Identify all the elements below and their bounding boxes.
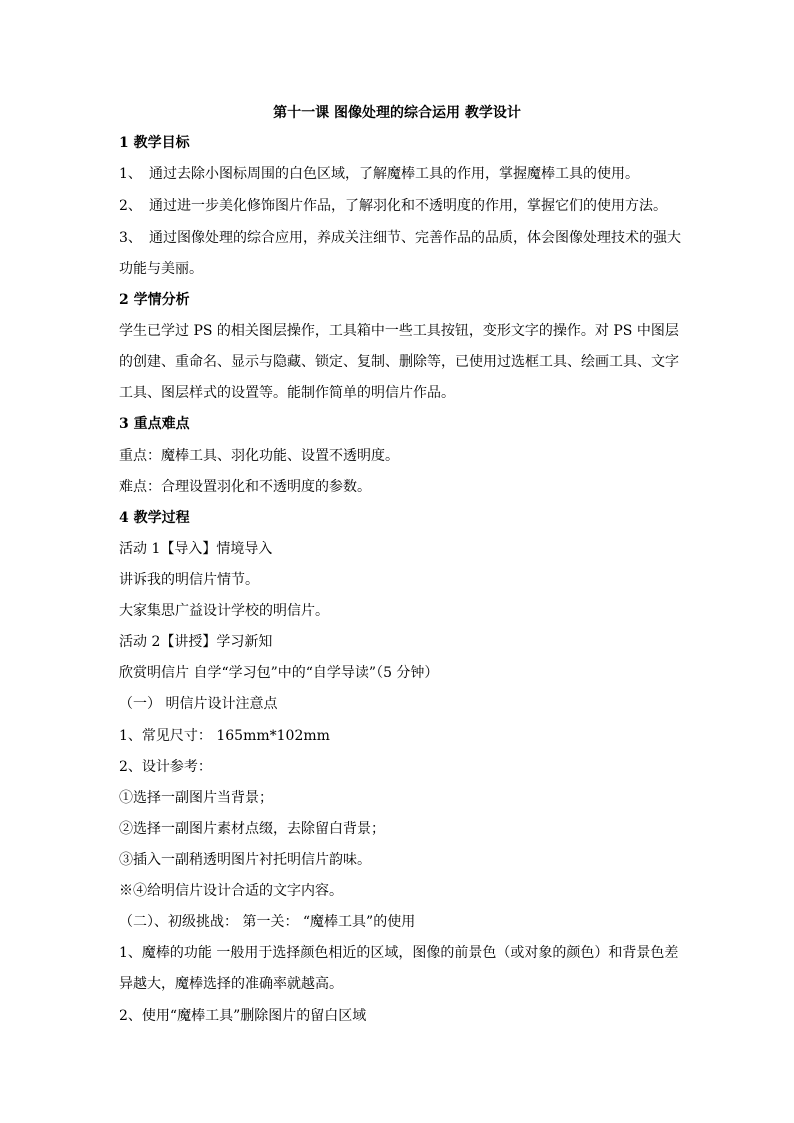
paragraph-line: ③插入一副稍透明图片衬托明信片韵味。 (119, 852, 371, 868)
section-heading-key-points: 3 重点难点 (119, 416, 190, 432)
paragraph-line: 1、常见尺寸： 165mm*102mm (119, 728, 330, 744)
paragraph-line: 异越大，魔棒选择的准确率就越高。 (119, 976, 343, 992)
document-title: 第十一课 图像处理的综合运用 教学设计 (273, 105, 521, 121)
objective-item-3-continued: 功能与美丽。 (119, 261, 203, 277)
paragraph-line: （二）、初级挑战： 第一关： “魔棒工具”的使用 (119, 914, 416, 930)
objective-number: 3、 (119, 230, 142, 246)
objective-text: 通过图像处理的综合应用，养成关注细节、完善作品的品质，体会图像处理技术的强大 (149, 230, 681, 246)
paragraph-line: 活动 2【讲授】学习新知 (119, 634, 273, 650)
objective-item-3 (119, 228, 681, 248)
paragraph-line: 的创建、重命名、显示与隐藏、锁定、复制、删除等，已使用过选框工具、绘画工具、文字 (119, 354, 679, 370)
section-heading-process: 4 教学过程 (119, 510, 190, 526)
objective-item-2 (119, 196, 667, 216)
paragraph-line: 学生已学过 PS 的相关图层操作，工具箱中一些工具按钮，变形文字的操作。对 PS 中图层 (119, 323, 679, 339)
paragraph-line: 重点：魔棒工具、羽化功能、设置不透明度。 (119, 448, 399, 464)
objective-text: 通过进一步美化修饰图片作品，了解羽化和不透明度的作用，掌握它们的使用方法。 (149, 198, 667, 214)
paragraph-line: 工具、图层样式的设置等。能制作简单的明信片作品。 (119, 385, 455, 401)
section-heading-analysis: 2 学情分析 (119, 292, 190, 308)
paragraph-line: ※④给明信片设计合适的文字内容。 (119, 883, 343, 899)
paragraph-line: 2、使用“魔棒工具”删除图片的留白区域 (119, 1008, 367, 1024)
paragraph-line: 大家集思广益设计学校的明信片。 (119, 603, 329, 619)
paragraph-line: ②选择一副图片素材点缀，去除留白背景； (119, 821, 385, 837)
objective-item-1 (119, 164, 639, 184)
objective-text: 通过去除小图标周围的白色区域，了解魔棒工具的作用，掌握魔棒工具的使用。 (149, 166, 639, 182)
paragraph-line: 1、魔棒的功能 一般用于选择颜色相近的区域，图像的前景色（或对象的颜色）和背景色差 (119, 945, 679, 961)
paragraph-line: 2、设计参考： (119, 759, 212, 775)
paragraph-line: 难点：合理设置羽化和不透明度的参数。 (119, 479, 371, 495)
objective-number: 2、 (119, 198, 142, 214)
paragraph-line: 讲诉我的明信片情节。 (119, 572, 259, 588)
paragraph-line: （一） 明信片设计注意点 (119, 696, 278, 712)
paragraph-line: 欣赏明信片 自学“学习包”中的“自学导读”（5 分钟） (119, 665, 439, 681)
paragraph-line: 活动 1【导入】情境导入 (119, 541, 273, 557)
paragraph-line: ①选择一副图片当背景； (119, 790, 273, 806)
objective-number: 1、 (119, 166, 142, 182)
section-heading-objectives: 1 教学目标 (119, 135, 190, 151)
